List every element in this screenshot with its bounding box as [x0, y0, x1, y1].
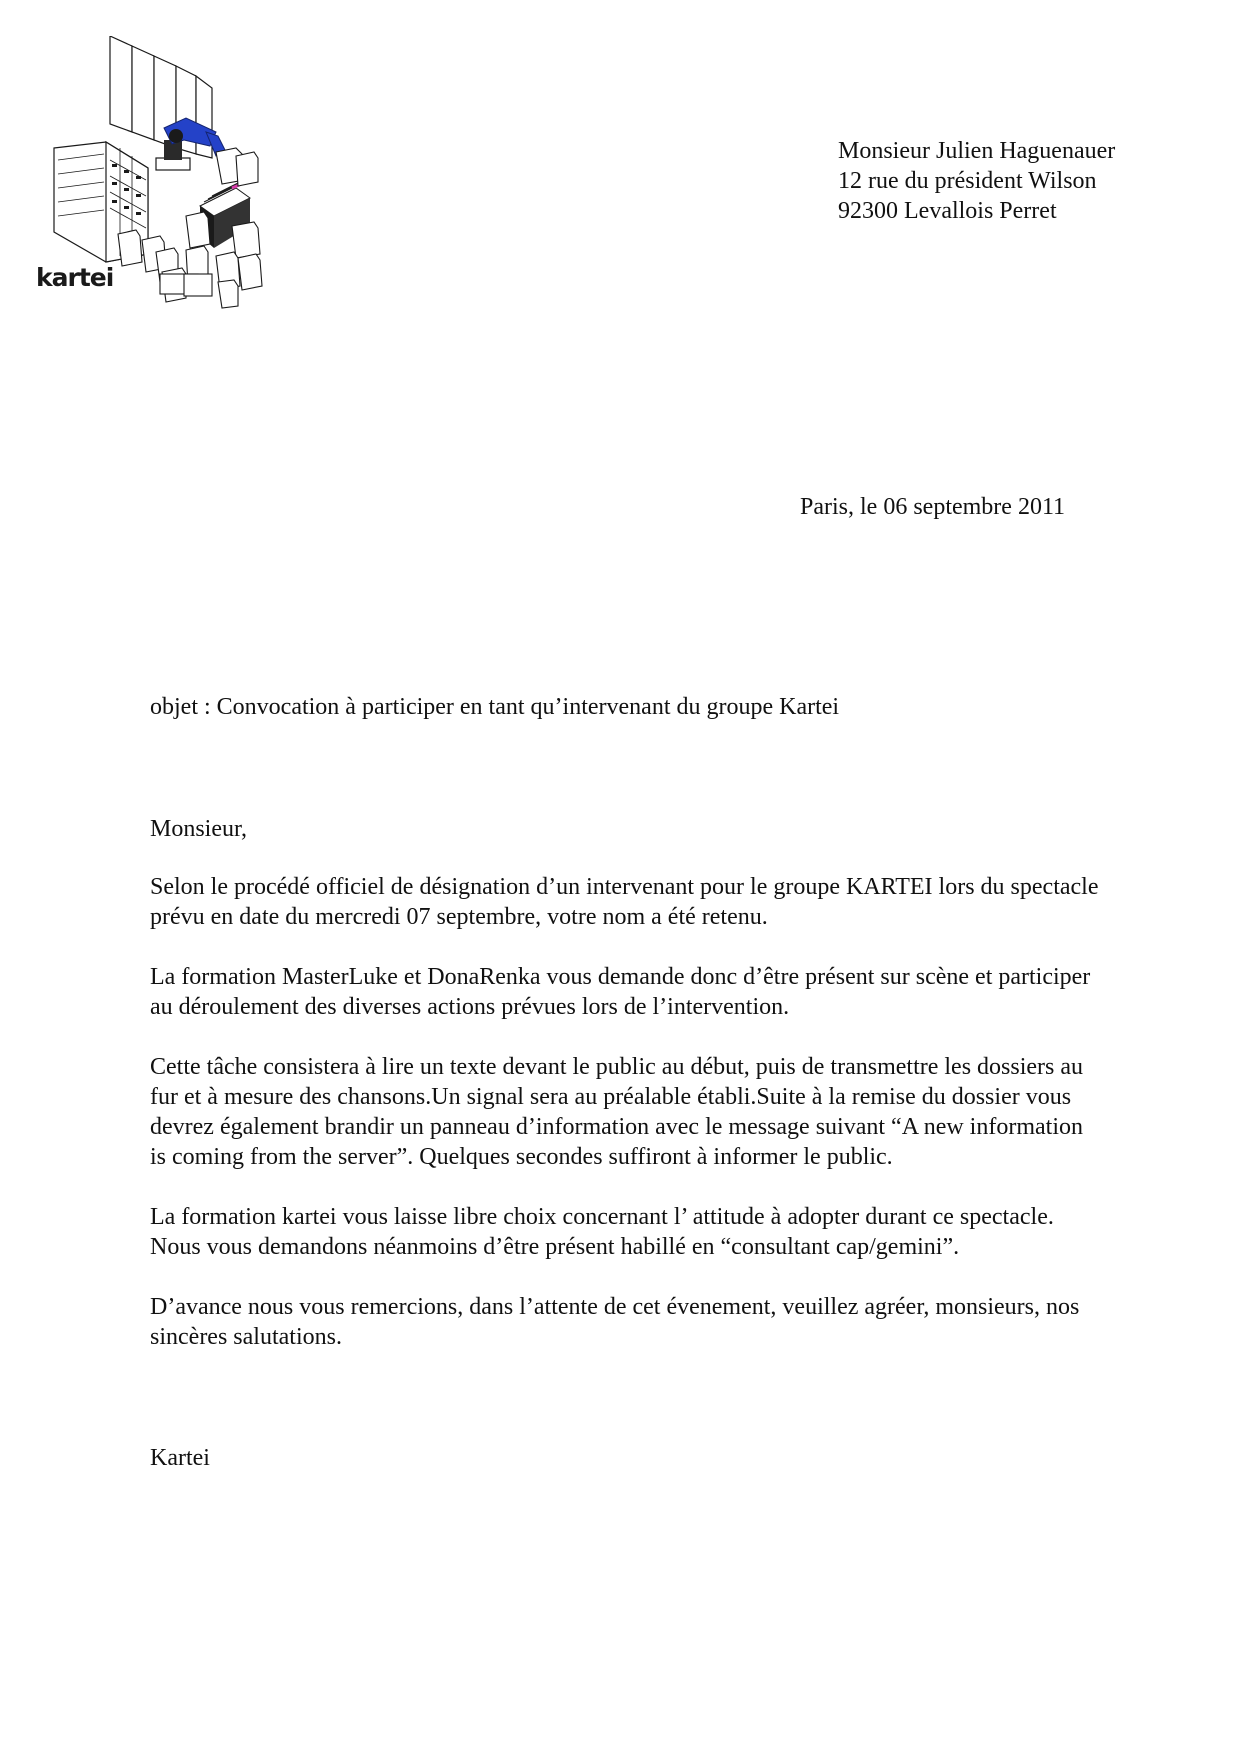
paragraph-line: au déroulement des diverses actions prévues lors de l’intervention. — [150, 994, 790, 1020]
recipient-city: 92300 Levallois Perret — [838, 198, 1057, 224]
recipient-name: Monsieur Julien Haguenauer — [838, 138, 1116, 164]
paragraph-line: devrez également brandir un panneau d’information avec le message suivant “A new information — [150, 1114, 1083, 1140]
paragraph-line: Nous vous demandons néanmoins d’être présent habillé en “consultant cap/gemini”. — [150, 1234, 960, 1260]
kartei-logo-illustration — [36, 36, 296, 336]
letter-date: Paris, le 06 septembre 2011 — [800, 494, 1066, 520]
kartei-logo — [36, 36, 296, 336]
paragraph-request — [150, 962, 1150, 1022]
paragraph-line: Cette tâche consistera à lire un texte devant le public au début, puis de transmettre les dossiers au — [150, 1054, 1084, 1080]
paragraph-line: sincères salutations. — [150, 1324, 342, 1350]
paragraph-line: is coming from the server”. Quelques secondes suffiront à informer le public. — [150, 1144, 893, 1170]
paragraph-designation — [150, 872, 1150, 932]
kartei-wordmark: kartei — [36, 263, 114, 292]
letter-subject: objet : Convocation à participer en tant qu’intervenant du groupe Kartei — [150, 694, 840, 720]
letter-salutation: Monsieur, — [150, 816, 248, 842]
paragraph-line: La formation kartei vous laisse libre choix concernant l’ attitude à adopter durant ce spectacle. — [150, 1204, 1054, 1230]
letter-body — [150, 872, 1150, 1382]
letter-signature: Kartei — [150, 1445, 210, 1471]
recipient-street: 12 rue du président Wilson — [838, 168, 1097, 194]
paragraph-line: Selon le procédé officiel de désignation d’un intervenant pour le groupe KARTEI lors du spectacle — [150, 874, 1099, 900]
paragraph-task — [150, 1052, 1150, 1172]
paragraph-line: La formation MasterLuke et DonaRenka vous demande donc d’être présent sur scène et participer — [150, 964, 1091, 990]
paragraph-line: fur et à mesure des chansons.Un signal sera au préalable établi.Suite à la remise du dossier vous — [150, 1084, 1072, 1110]
recipient-address — [838, 136, 1115, 226]
paragraph-closing — [150, 1292, 1150, 1352]
paragraph-line: D’avance nous vous remercions, dans l’attente de cet évenement, veuillez agréer, monsieurs, nos — [150, 1294, 1080, 1320]
paragraph-attitude — [150, 1202, 1150, 1262]
paragraph-line: prévu en date du mercredi 07 septembre, votre nom a été retenu. — [150, 904, 768, 930]
